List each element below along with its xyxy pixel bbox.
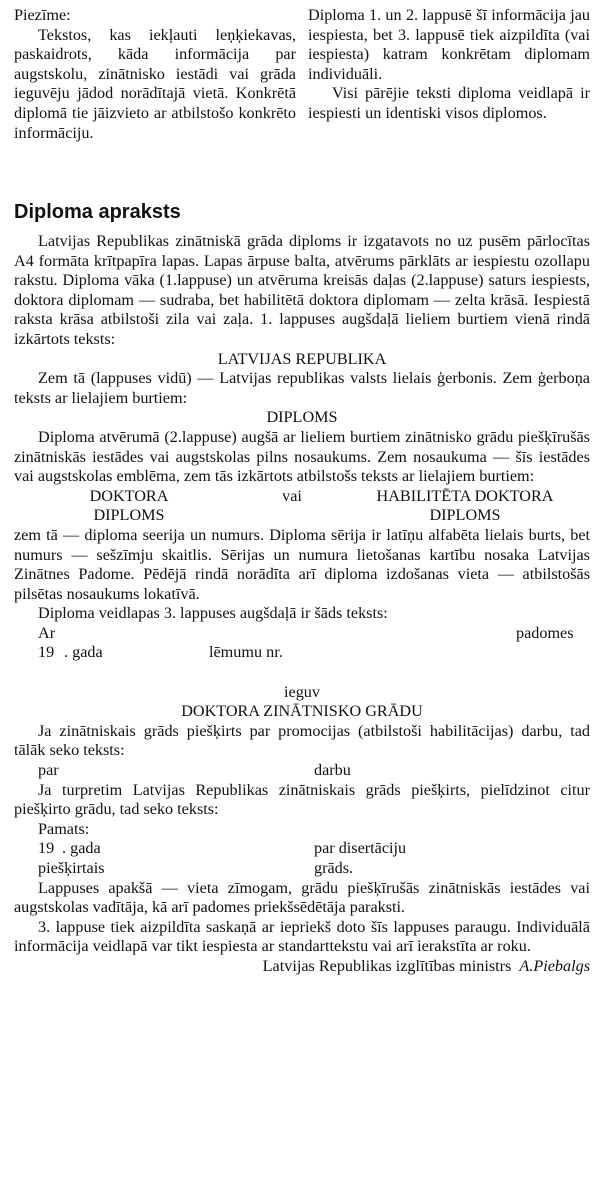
form-darbu: darbu — [314, 761, 351, 780]
form-line-grads — [14, 859, 590, 879]
diploma-description — [14, 200, 590, 977]
form-pamats: Pamats: — [38, 819, 90, 838]
form-line-ar — [14, 624, 590, 644]
note-right-p1: Diploma 1. un 2. lappusē šī informācija jau iespiesta, bet 3. lappusē tiek aizpildīta (vai iespiesta) katram konkrētam diplomam individuāli. — [308, 6, 590, 83]
heading-republic: LATVIJAS REPUBLIKA — [217, 349, 387, 368]
signature — [14, 957, 590, 977]
vai-label: vai — [282, 486, 302, 505]
paragraph-8: Lappuses apakšā — vieta zīmogam, grādu piešķīrušās zinātniskās iestādes vai augstskolas vadītāja, kā arī padomes priekšsēdētāja paraksti. — [14, 878, 590, 917]
doktora-label: DOKTORA — [89, 486, 169, 505]
habilitated-diploms-label: DIPLOMS — [429, 506, 501, 525]
diploma-type-line-2 — [14, 506, 590, 526]
paragraph-3: Diploma atvērumā (2.lappuse) augšā ar lieliem burtiem zinātnisko grādu piešķīrušās zinātniskās iestādes vai augstskolas pilns nosaukums. Zem nosaukuma — šīs iestādes vai augstskolas emblēma, zem tās izkārtots atbilstošs teksts ar lielajiem burtiem: — [14, 427, 590, 486]
paragraph-1: Latvijas Republikas zinātniskā grāda diploms ir izgatavots no uz pusēm pārlocītas A4 formāta krītpapīra lapas. Lapas ārpuse balta, atvērums pārklāts ar iespiestu ozollapu rakstu. Diploma vāka (1.lappuse) un atvēruma kreisās daļas (2.lappuse) saturs iespiests, doktora diplomam — sudraba, bet habilitētā doktora diplomam — zelta krāsā. Iespiestā raksta krāsa atbilstoši zila vai zaļa. 1. lappuses augšdaļā lieliem burtiem vienā rindā izkārtots teksts: — [14, 232, 590, 348]
note-right-column — [308, 6, 590, 143]
form-ar: Ar — [38, 623, 56, 642]
form-par-disertaciju: par disertāciju — [314, 839, 407, 858]
heading-diploms: DIPLOMS — [266, 408, 338, 427]
heading-grade: DOKTORA ZINĀTNISKO GRĀDU — [181, 702, 423, 721]
habilitated-label: HABILITĒTA DOKTORA — [376, 486, 554, 505]
form-ieguv: ieguv — [284, 682, 320, 701]
note-columns — [14, 6, 590, 143]
paragraph-4: zem tā — diploma seerija un numurs. Diploma sērija ir latīņu alfabēta lielais burts, bet numurs — sešzīmju skaitlis. Sērijas un numura lietošanas kartību nosaka Latvijas Zinātnes Padome. Pēdējā rindā norādīta arī diploma izdošanas vieta — atbilstošās pilsētas nosaukums lokatīvā. — [14, 525, 590, 603]
signature-role: Latvijas Republikas izglītības ministrs — [262, 956, 512, 975]
note-right-p2: Visi pārējie teksti diploma veidlapā ir iespiesti un identiski visos diplomos. — [308, 84, 590, 122]
paragraph-9: 3. lappuse tiek aizpildīta saskaņā ar iepriekš doto šīs lappuses paraugu. Individuālā informācija veidlapā var tikt iespiesta ar standarttekstu vai arī ierakstīta ar roku. — [14, 917, 590, 956]
form-par: par — [38, 761, 59, 780]
paragraph-7: Ja turpretim Latvijas Republikas zinātniskais grāds piešķirts, pielīdzinot citur piešķirto grādu, tad seko teksts: — [14, 780, 590, 819]
form-line-dis — [14, 839, 590, 859]
note-left-column — [14, 6, 296, 143]
section-title: Diploma apraksts — [14, 201, 181, 223]
paragraph-2: Zem tā (lappuses vidū) — Latvijas republikas valsts lielais ģerbonis. Zem ģerboņa teksts ar lielajiem burtiem: — [14, 369, 590, 407]
diploma-type-line-1 — [14, 487, 590, 507]
paragraph-5: Diploma veidlapas 3. lappuses augšdaļā ir šāds teksts: — [38, 604, 388, 623]
doktora-diploms-label: DIPLOMS — [93, 506, 165, 525]
form-line-par — [14, 761, 590, 781]
form-year: 19 — [38, 643, 55, 662]
note-left-text: Tekstos, kas iekļauti leņķiekavas, paskaidrots, kāda informācija par augstskolu, zinātnisko iestādi vai grāda ieguvēju jādod norādītajā vietā. Konkrētā diplomā tie jāizvieto ar atbilstošo konkrēto informāciju. — [14, 25, 296, 142]
paragraph-6: Ja zinātniskais grāds piešķirts par promocijas (atbilstoši habilitācijas) darbu, tad tālāk seko teksts: — [14, 721, 590, 760]
form-gada: . gada — [64, 643, 103, 662]
signature-name: A.Piebalgs — [519, 956, 590, 975]
form-gada-2: . gada — [62, 839, 101, 858]
form-padomes: padomes — [516, 623, 574, 642]
form-line-date — [14, 643, 590, 663]
form-year-2: 19 — [38, 839, 55, 858]
form-grads: grāds. — [314, 859, 354, 877]
form-pieskirtais: piešķirtais — [38, 859, 105, 877]
note-title: Piezīme: — [14, 6, 71, 24]
form-lemumu: lēmumu nr. — [209, 643, 283, 662]
